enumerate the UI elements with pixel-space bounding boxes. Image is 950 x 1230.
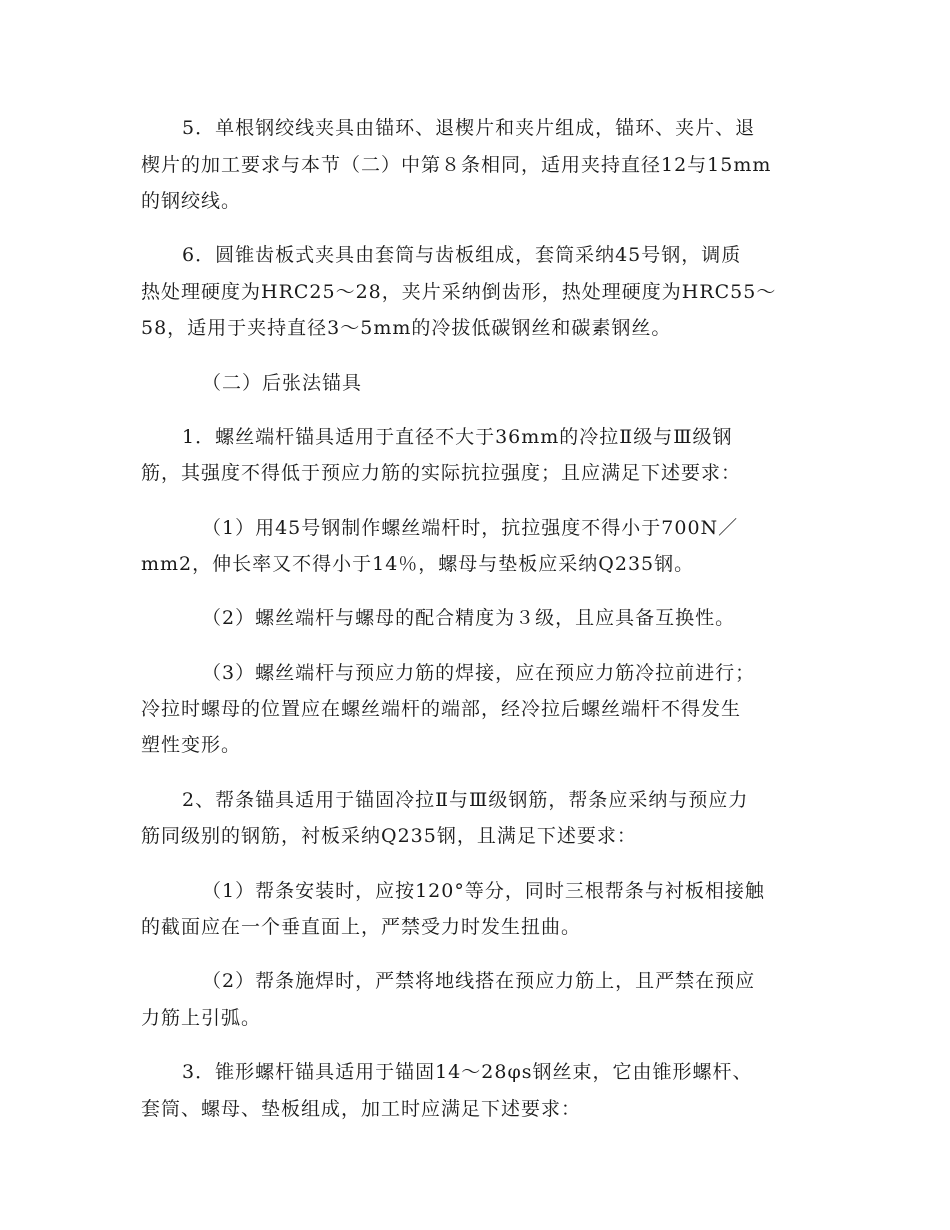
text-line: （2）螺丝端杆与螺母的配合精度为３级，且应具备互换性。 bbox=[202, 607, 736, 629]
text-line: 2、帮条锚具适用于锚固冷拉Ⅱ与Ⅲ级钢筋，帮条应采纳与预应力 bbox=[182, 789, 749, 811]
text-line: 6．圆锥齿板式夹具由套筒与齿板组成，套筒采纳45号钢，调质 bbox=[182, 244, 742, 266]
text-line: 3．锥形螺杆锚具适用于锚固14～28φs钢丝束，它由锥形螺杆、 bbox=[182, 1061, 753, 1083]
text-line: （2）帮条施焊时，严禁将地线搭在预应力筋上，且严禁在预应 bbox=[202, 970, 756, 992]
text-line: 58，适用于夹持直径3～5mm的冷拔低碳钢丝和碳素钢丝。 bbox=[141, 317, 672, 339]
text-line: 塑性变形。 bbox=[141, 734, 242, 756]
text-line: 力筋上引弧。 bbox=[141, 1007, 262, 1029]
text-line: 的截面应在一个垂直面上，严禁受力时发生扭曲。 bbox=[141, 916, 582, 938]
text-line: 热处理硬度为HRC25～28，夹片采纳倒齿形，热处理硬度为HRC55～ bbox=[141, 281, 777, 303]
text-line: 1．螺丝端杆锚具适用于直径不大于36mm的冷拉Ⅱ级与Ⅲ级钢 bbox=[182, 426, 733, 448]
text-line: 楔片的加工要求与本节（二）中第８条相同，适用夹持直径12与15mm bbox=[141, 154, 772, 176]
text-line: 的钢绞线。 bbox=[141, 190, 242, 212]
text-line: 筋同级别的钢筋，衬板采纳Q235钢，且满足下述要求： bbox=[141, 825, 637, 847]
text-line: （1）帮条安装时，应按120°等分，同时三根帮条与衬板相接触 bbox=[202, 880, 765, 902]
text-line: 5．单根钢绞线夹具由锚环、退楔片和夹片组成，锚环、夹片、退 bbox=[182, 117, 756, 139]
text-line: （3）螺丝端杆与预应力筋的焊接，应在预应力筋冷拉前进行； bbox=[202, 662, 756, 684]
text-line: mm2，伸长率又不得小于14％，螺母与垫板应采纳Q235钢。 bbox=[141, 553, 695, 575]
text-line: 筋，其强度不得低于预应力筋的实际抗拉强度；且应满足下述要求： bbox=[141, 462, 742, 484]
text-line: 套筒、螺母、垫板组成，加工时应满足下述要求： bbox=[141, 1098, 582, 1120]
text-line: （1）用45号钢制作螺丝端杆时，抗拉强度不得小于700N／ bbox=[202, 517, 739, 539]
section-heading: （二）后张法锚具 bbox=[202, 372, 363, 394]
text-line: 冷拉时螺母的位置应在螺丝端杆的端部，经冷拉后螺丝端杆不得发生 bbox=[141, 698, 742, 720]
